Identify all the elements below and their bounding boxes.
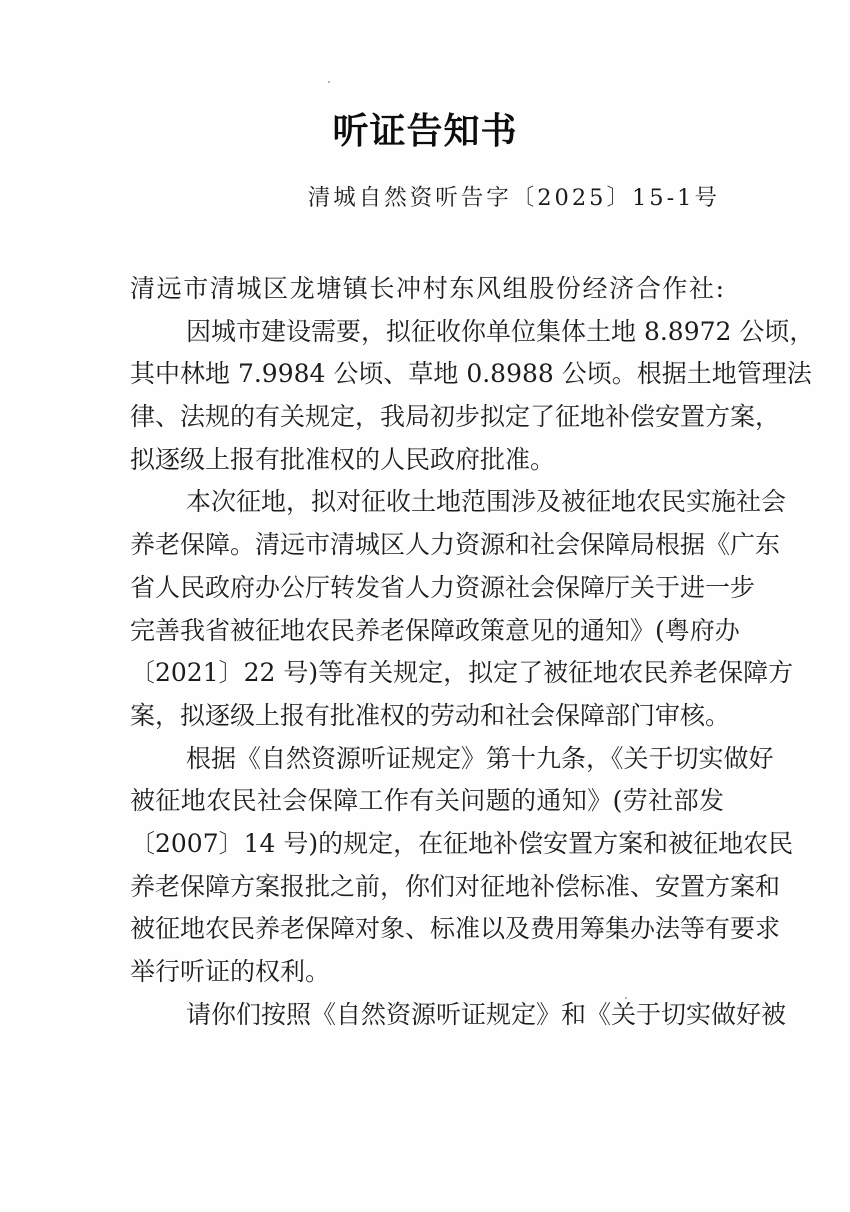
paragraph-line: 养老保障。清远市清城区人力资源和社会保障局根据《广东 [130, 530, 781, 560]
paragraph-line: 被征地农民养老保障对象、标准以及费用筹集办法等有要求 [130, 914, 781, 944]
paragraph-2 [130, 481, 794, 737]
paragraph-line: 〔2007〕14 号)的规定，在征地补偿安置方案和被征地农民 [130, 828, 794, 858]
paragraph-line: 完善我省被征地农民养老保障政策意见的通知》(粤府办 [130, 615, 740, 645]
paragraph-line: 其中林地 7.9984 公顷、草地 0.8988 公顷。根据土地管理法 [130, 359, 812, 389]
paragraph-line: 被征地农民社会保障工作有关问题的通知》(劳社部发 [130, 786, 724, 816]
paragraph-line: 〔2021〕22 号)等有关规定，拟定了被征地农民养老保障方 [130, 658, 794, 688]
paragraph-line: 因城市建设需要，拟征收你单位集体土地 8.8972 公顷， [186, 316, 815, 346]
paragraph-1 [130, 311, 815, 482]
paragraph-line: 拟逐级上报有批准权的人民政府批准。 [130, 444, 556, 474]
document-number: 清城自然资听告字〔2025〕15-1号 [307, 185, 720, 211]
paragraph-line: 省人民政府办公厅转发省人力资源社会保障厅关于进一步 [130, 572, 756, 602]
paragraph-line: 本次征地，拟对征收土地范围涉及被征地农民实施社会 [186, 487, 787, 517]
paragraph-line: 举行听证的权利。 [130, 957, 331, 986]
paragraph-line: 案，拟逐级上报有批准权的劳动和社会保障部门审核。 [130, 700, 731, 730]
paragraph-4 [130, 994, 787, 1037]
addressee: 清远市清城区龙塘镇长冲村东风组股份经济合作社: [130, 274, 724, 303]
paragraph-line: 根据《自然资源听证规定》第十九条，《关于切实做好 [186, 743, 774, 773]
scan-speck [328, 81, 330, 83]
document-body [130, 268, 815, 1036]
paragraph-line: 养老保障方案报批之前，你们对征地补偿标准、安置方案和 [130, 871, 781, 901]
paragraph-3 [130, 738, 794, 994]
paragraph-line: 请你们按照《自然资源听证规定》和《关于切实做好被 [186, 999, 787, 1029]
document-title: 听证告知书 [332, 111, 518, 152]
paragraph-line: 律、法规的有关规定，我局初步拟定了征地补偿安置方案， [130, 402, 781, 432]
